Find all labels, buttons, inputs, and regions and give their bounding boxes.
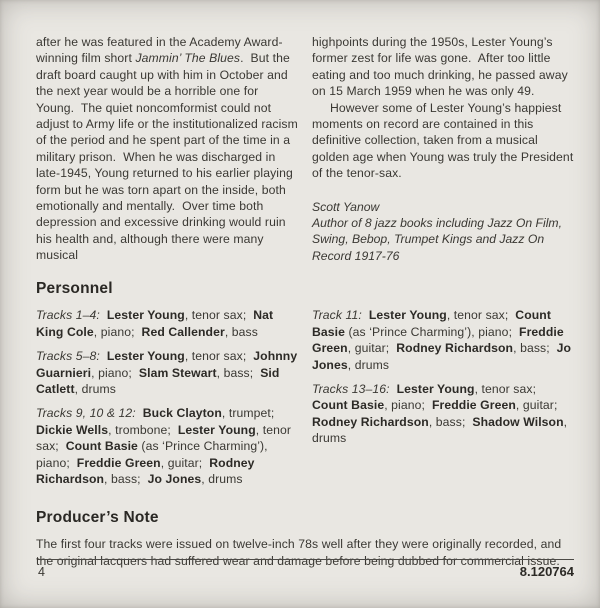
intro-columns bbox=[36, 34, 575, 264]
intro-left-column bbox=[36, 34, 302, 264]
producers-note-body: The first four tracks were issued on twelve-inch 78s well after they were originally recorded, and the original lacquers had suffered wear and damage before being dubbed for commercial issue. bbox=[36, 537, 562, 569]
author-credit: Author of 8 jazz books including Jazz On Film, Swing, Bebop, Trumpet Kings and Jazz On Record 1917-76 bbox=[312, 216, 562, 263]
personnel-entry-tracks-1-4: Tracks 1–4: Lester Young, tenor sax; Nat King Cole, piano; Red Callender, bass bbox=[36, 308, 277, 339]
page-number: 4 bbox=[38, 565, 45, 579]
personnel-entry-tracks-5-8: Tracks 5–8: Lester Young, tenor sax; Johnny Guarnieri, piano; Slam Stewart, bass; Sid Catlett, drums bbox=[36, 349, 301, 396]
personnel-columns bbox=[36, 307, 575, 495]
author-name: Scott Yanow bbox=[312, 199, 380, 214]
intro-paragraph-right-2: However some of Lester Young’s happiest moments on record are contained in this definitive collection, taken from a musical golden age when Young was truly the President of the tenor-sax. bbox=[312, 100, 577, 181]
intro-right-column bbox=[312, 34, 575, 264]
personnel-entry-tracks-9-10-12: Tracks 9, 10 & 12: Buck Clayton, trumpet; Dickie Wells, trombone; Lester Young, tenor sax; Count Basie (as ‘Prince Charming’), piano; Freddie Green, guitar; Rodney Richardson, bass; Jo Jones, drums bbox=[36, 406, 295, 486]
intro-paragraph-left: after he was featured in the Academy Award-winning film short Jammin’ The Blues. But the draft board caught up with him in October and the next year would be a horrible one for Young. The quiet noncomformist could not adjust to Army life or the institutionalized racism of the period and he spent part of the time in a military prison. When he was discharged in late-1945, Young returned to his earlier playing form but he was torn apart on the inside, both emotionally and mentally. Over time both depression and excessive drinking would ruin his health and, although there were many musical bbox=[36, 35, 302, 263]
personnel-left-column bbox=[36, 307, 299, 495]
intro-paragraph-right-1: highpoints during the 1950s, Lester Young’s former zest for life was gone. After too little eating and too much drinking, he passed away on 15 March 1959 when he was only 49. bbox=[312, 35, 572, 99]
personnel-entry-track-11: Track 11: Lester Young, tenor sax; Count Basie (as ‘Prince Charming’), piano; Freddie Green, guitar; Rodney Richardson, bass; Jo Jones, drums bbox=[312, 308, 575, 372]
personnel-right-column bbox=[312, 307, 575, 495]
producers-note-heading: Producer’s Note bbox=[36, 509, 159, 527]
author-byline bbox=[312, 199, 575, 265]
personnel-entry-tracks-13-16: Tracks 13–16: Lester Young, tenor sax; Count Basie, piano; Freddie Green, guitar; Rodney Richardson, bass; Shadow Wilson, drums bbox=[312, 381, 571, 446]
page-footer bbox=[38, 559, 574, 579]
personnel-section bbox=[36, 280, 575, 495]
catalog-number: 8.120764 bbox=[519, 564, 574, 579]
personnel-heading: Personnel bbox=[36, 280, 113, 298]
